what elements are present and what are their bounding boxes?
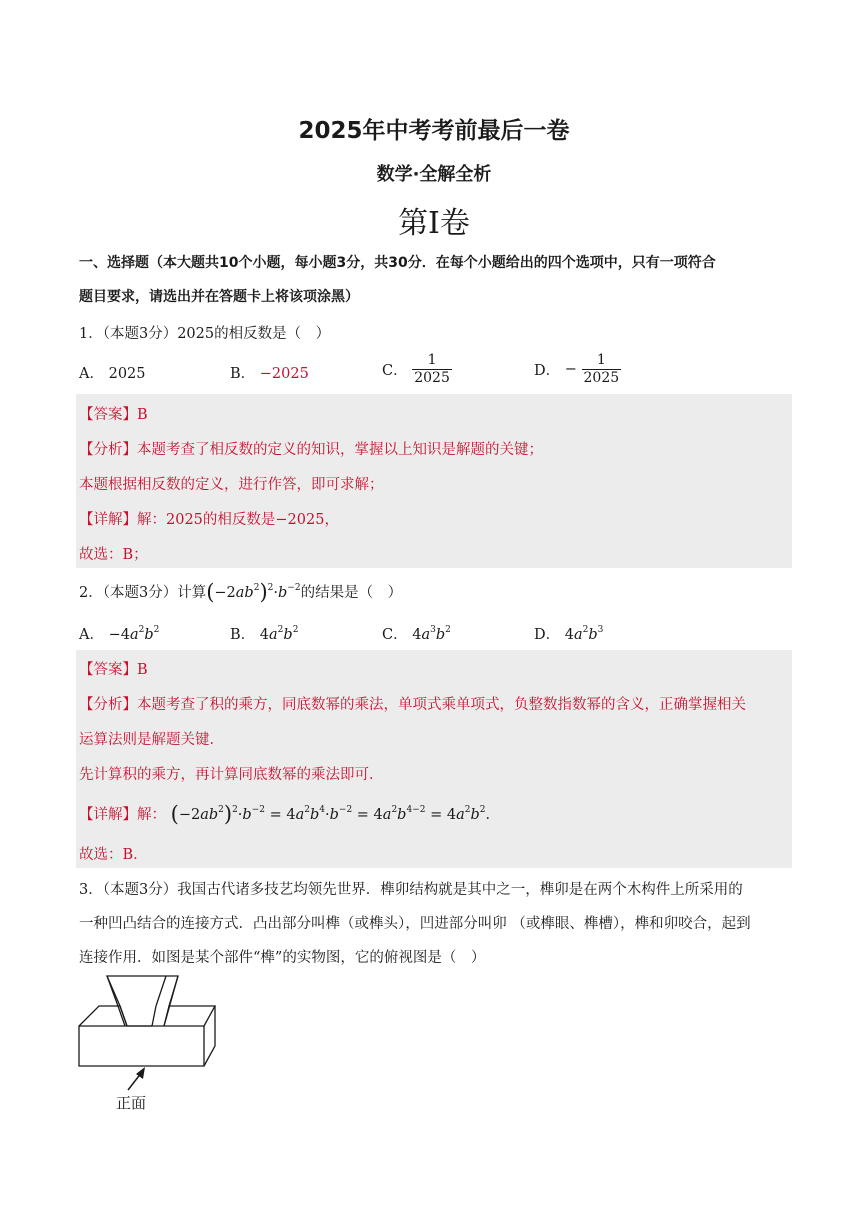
q2-detail-formula: $(-2ab^2)^2\cdot b^{-2} = 4a^2b^4\cdot b^{-2} = 4a^2b^{4-2} = 4a^2b^2$． (170, 802, 500, 826)
q1-analysis: 【分析】本题考查了相反数的定义的知识，掌握以上知识是解题的关键； (79, 442, 543, 458)
volume-heading: 第I卷 (398, 206, 470, 241)
q2-answer-box (76, 650, 792, 868)
tenon-top (107, 976, 178, 1006)
figure-label: 正面 (116, 1094, 147, 1112)
q1-option-a: A． 2025 (79, 366, 146, 382)
question-1-prompt: 1．（本题3分）2025的相反数是（ ） (79, 326, 331, 342)
q2-option-a: A． $-4a^2b^2$ (79, 625, 160, 643)
q1-detail: 【详解】解：2025的相反数是−2025， (79, 512, 339, 528)
q1-option-c: C． $\frac{1}{2025}$ (382, 352, 450, 386)
q2-option-d: D． $4a^2b^3$ (534, 625, 604, 643)
front-view-arrow (128, 1067, 145, 1090)
q1-option-b: B． −2025 (230, 366, 309, 382)
q1-answer: 【答案】B (79, 407, 148, 423)
section-heading-cont: 题目要求，请选出并在答题卡上将该项涂黑） (79, 289, 359, 305)
q2-analysis-method: 先计算积的乘方，再计算同底数幂的乘法即可． (79, 767, 384, 783)
q2-option-b: B． $4a^2b^2$ (230, 625, 299, 643)
q2-answer: 【答案】B (79, 662, 148, 678)
question-2-prompt: 2．（本题3分）计算$(-2ab^2)^2\cdot b^{-2}$的结果是（ ） (79, 580, 403, 604)
front-face (79, 1026, 204, 1066)
question-3-prompt-end: 连接作用．如图是某个部件“榫”的实物图，它的俯视图是（ ） (79, 950, 486, 966)
left-top (79, 1006, 127, 1026)
question-3-prompt: 3．（本题3分）我国古代诸多技艺均领先世界．榫卯结构就是其中之一，榫卯是在两个木构件上所采用的 (79, 882, 743, 898)
q2-expression: $(-2ab^2)^2\cdot b^{-2}$ (206, 580, 301, 604)
q2-analysis: 【分析】本题考查了积的乘方，同底数幂的乘法，单项式乘单项式，负整数指数幂的含义，正确掌握相关 (79, 697, 746, 713)
q1-option-d: D． − $\frac{1}{2025}$ (534, 352, 620, 386)
q2-option-c: C． $4a^3b^2$ (382, 625, 451, 643)
q2-choice: 故选：B． (79, 847, 148, 863)
tenon-figure (70, 968, 240, 1118)
q1-option-c-fraction: $\frac{1}{2025}$ (414, 352, 450, 386)
q2-detail: 【详解】解： $(-2ab^2)^2\cdot b^{-2} = 4a^2b^4\cdot b^{-2} = 4a^2b^{4-2} = 4a^2b^2$． (79, 802, 500, 826)
page-subtitle: 数学·全解全析 (376, 164, 492, 185)
q1-option-d-fraction: $\frac{1}{2025}$ (583, 352, 620, 386)
page-title: 2025年中考考前最后一卷 (298, 118, 570, 144)
question-3-prompt-cont: 一种凹凸结合的连接方式．凸出部分叫榫（或榫头），凹进部分叫卯 （或榫眼、榫槽），榫和卯咬合，起到 (79, 916, 751, 932)
q1-choice: 故选：B； (79, 547, 148, 563)
right-top (164, 1006, 215, 1026)
section-heading: 一、选择题（本大题共10个小题，每小题3分，共30分．在每个小题给出的四个选项中，只有一项符合 (79, 255, 716, 271)
q1-analysis-cont: 本题根据相反数的定义，进行作答，即可求解； (79, 477, 384, 493)
q2-analysis-cont: 运算法则是解题关键． (79, 732, 224, 748)
